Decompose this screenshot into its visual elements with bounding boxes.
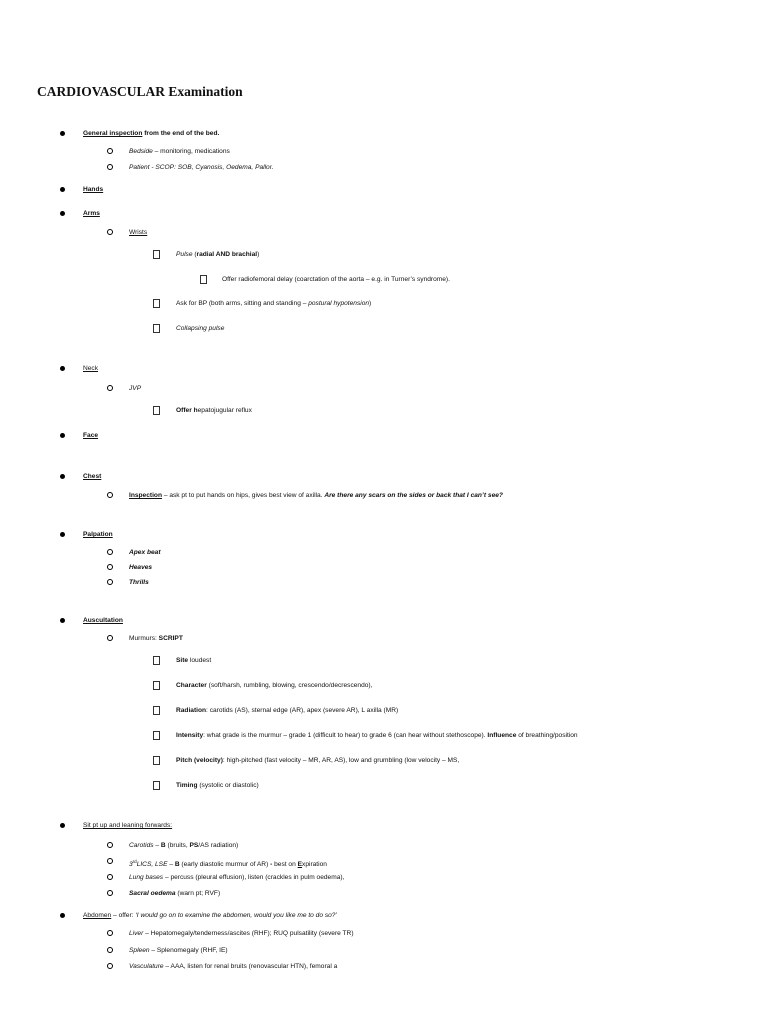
site-bold: Site [176, 657, 189, 664]
page-title: CARDIOVASCULAR Examination [37, 84, 243, 99]
bullet-circle [107, 229, 113, 235]
bullet-square [153, 299, 160, 308]
sacral-label: Sacral oedema [129, 890, 176, 897]
vasc-label: Vasculature [129, 963, 164, 970]
bullet-square [153, 781, 160, 790]
abdomen-quote: ‘I would go on to examine the abdomen, would you like me to do so?’ [135, 912, 337, 919]
heading-palpation: Palpation [83, 531, 113, 538]
influence-rest: of breathing/position [516, 732, 578, 739]
offer-bold: Offer h [176, 407, 198, 414]
apex-beat-label: Apex beat [129, 549, 161, 556]
murmurs-bold: SCRIPT [158, 635, 183, 642]
heading-arms: Arms [83, 210, 100, 217]
heading-sit-up: Sit pt up and leaning forwards: [83, 822, 173, 829]
lics-expiration: xpiration [302, 861, 327, 869]
carotids-b: B [160, 842, 166, 849]
bullet-square [153, 406, 160, 415]
heading-general-inspection: General inspection [83, 130, 143, 137]
bullet-circle [107, 963, 113, 969]
bullet-circle [107, 930, 113, 936]
lics-b: B [174, 861, 180, 869]
liver-rest: – Hepatomegaly/tenderness/ascites (RHF); RUQ pulsatility (severe TR) [143, 930, 354, 937]
timing-bold: Timing [176, 782, 198, 789]
bullet-square [200, 275, 207, 284]
lics-sup: rd [132, 859, 137, 864]
bullet-dot [60, 187, 65, 192]
lung-label: Lung bases [129, 874, 164, 881]
carotids-ps: PS [189, 842, 199, 849]
bullet-circle [107, 842, 113, 848]
pulse-label: Pulse [176, 251, 193, 258]
bp-italic: postural hypotension [308, 300, 370, 307]
lics-num: 3 [129, 861, 133, 869]
bullet-circle [107, 858, 113, 864]
sacral-rest: (warn pt; RVF) [175, 890, 221, 897]
bullet-square [153, 706, 160, 715]
bullet-circle [107, 579, 113, 585]
character-rest: (soft/harsh, rumbling, blowing, crescendo/decrescendo), [206, 682, 373, 689]
bullet-dot [60, 913, 65, 918]
inspection-text: – ask pt to put hands on hips, gives best view of axilla. [161, 492, 325, 499]
intensity-bold: Intensity [176, 732, 204, 739]
bullet-circle [107, 947, 113, 953]
bullet-dot [60, 131, 65, 136]
wrists-label: Wrists [129, 229, 148, 236]
heading-hands: Hands [83, 186, 104, 193]
bullet-circle [107, 874, 113, 880]
bullet-circle [107, 148, 113, 154]
offer-rest: epatojugular reflux [197, 407, 252, 414]
carotids-bruits: (bruits, [165, 842, 190, 849]
patient-text: Patient - SCOP: SOB, Cyanosis, Oedema, Pallor. [129, 164, 274, 171]
pitch-rest: : high-pitched (fast velocity – MR, AR, AS), low and grumbling (low velocity – MS, [222, 757, 460, 764]
pulse-bold: radial AND brachial [196, 251, 258, 258]
heading-face: Face [83, 432, 99, 439]
heading-auscultation: Auscultation [83, 617, 123, 624]
radiofemoral-text: Offer radiofemoral delay (coarctation of the aorta – e.g. in Turner’s syndrome). [222, 276, 450, 283]
lics-dash2: - [270, 861, 275, 869]
bullet-dot [60, 618, 65, 623]
lics-e: E [297, 861, 303, 869]
pulse-paren-close: ) [257, 251, 260, 258]
timing-rest: (systolic or diastolic) [197, 782, 259, 789]
influence-bold: Influence [487, 732, 517, 739]
bp-end: ) [369, 300, 372, 307]
bullet-circle [107, 564, 113, 570]
bullet-square [153, 250, 160, 259]
lics-desc: (early diastolic murmur of AR) [179, 861, 271, 869]
bp-text: Ask for BP (both arms, sitting and standing – [176, 300, 309, 307]
lics-best: best on [274, 861, 298, 869]
abdomen-offer: – offer: [111, 912, 136, 919]
spleen-rest: – Splenomegaly (RHF, IE) [149, 947, 228, 954]
bullet-circle [107, 635, 113, 641]
heading-chest: Chest [83, 473, 102, 480]
bullet-dot [60, 474, 65, 479]
murmurs-label: Murmurs: [129, 635, 159, 642]
lics-label: LICS, LSE [136, 861, 168, 869]
carotids-dash: – [153, 842, 161, 849]
inspection-italic: Are there any scars on the sides or back that I can’t see? [324, 492, 503, 499]
character-bold: Character [176, 682, 207, 689]
jvp-label: JVP [129, 385, 142, 392]
bullet-circle [107, 492, 113, 498]
pulse-paren-open: ( [192, 251, 197, 258]
bullet-square [153, 656, 160, 665]
bullet-circle [107, 549, 113, 555]
vasc-rest: – AAA, listen for renal bruits (renovascular HTN), femoral a [163, 963, 338, 970]
bullet-square [153, 681, 160, 690]
bullet-dot [60, 532, 65, 537]
heaves-label: Heaves [129, 564, 153, 571]
intensity-rest: : what grade is the murmur – grade 1 (difficult to hear) to grade 6 (can hear without stethoscope). [203, 732, 488, 739]
bedside-label: Bedside [129, 148, 153, 155]
inspection-label: Inspection [129, 492, 162, 499]
radiation-rest: : carotids (AS), sternal edge (AR), apex (severe AR), L axilla (MR) [206, 707, 399, 714]
carotids-label: Carotids [129, 842, 154, 849]
bullet-dot [60, 823, 65, 828]
bullet-circle [107, 164, 113, 170]
pitch-bold: Pitch (velocity) [176, 757, 223, 764]
collapsing-text: Collapsing pulse [176, 325, 225, 332]
bullet-dot [60, 211, 65, 216]
bullet-dot [60, 366, 65, 371]
bullet-square [153, 324, 160, 333]
heading-neck: Neck [83, 365, 99, 372]
site-rest: loudest [188, 657, 212, 664]
bullet-circle [107, 385, 113, 391]
spleen-label: Spleen [129, 947, 150, 954]
bullet-circle [107, 890, 113, 896]
lung-rest: – percuss (pleural effusion), listen (crackles in pulm oedema), [163, 874, 345, 881]
bullet-square [153, 756, 160, 765]
radiation-bold: Radiation [176, 707, 207, 714]
bedside-text: – monitoring, medications [152, 148, 230, 155]
heading-general-inspection-rest: from the end of the bed. [142, 130, 220, 137]
liver-label: Liver [129, 930, 144, 937]
thrills-label: Thrills [129, 579, 149, 586]
lics-dash: – [167, 861, 175, 869]
bullet-square [153, 731, 160, 740]
carotids-as: /AS radiation) [198, 842, 239, 849]
bullet-dot [60, 433, 65, 438]
heading-abdomen: Abdomen [83, 912, 112, 919]
